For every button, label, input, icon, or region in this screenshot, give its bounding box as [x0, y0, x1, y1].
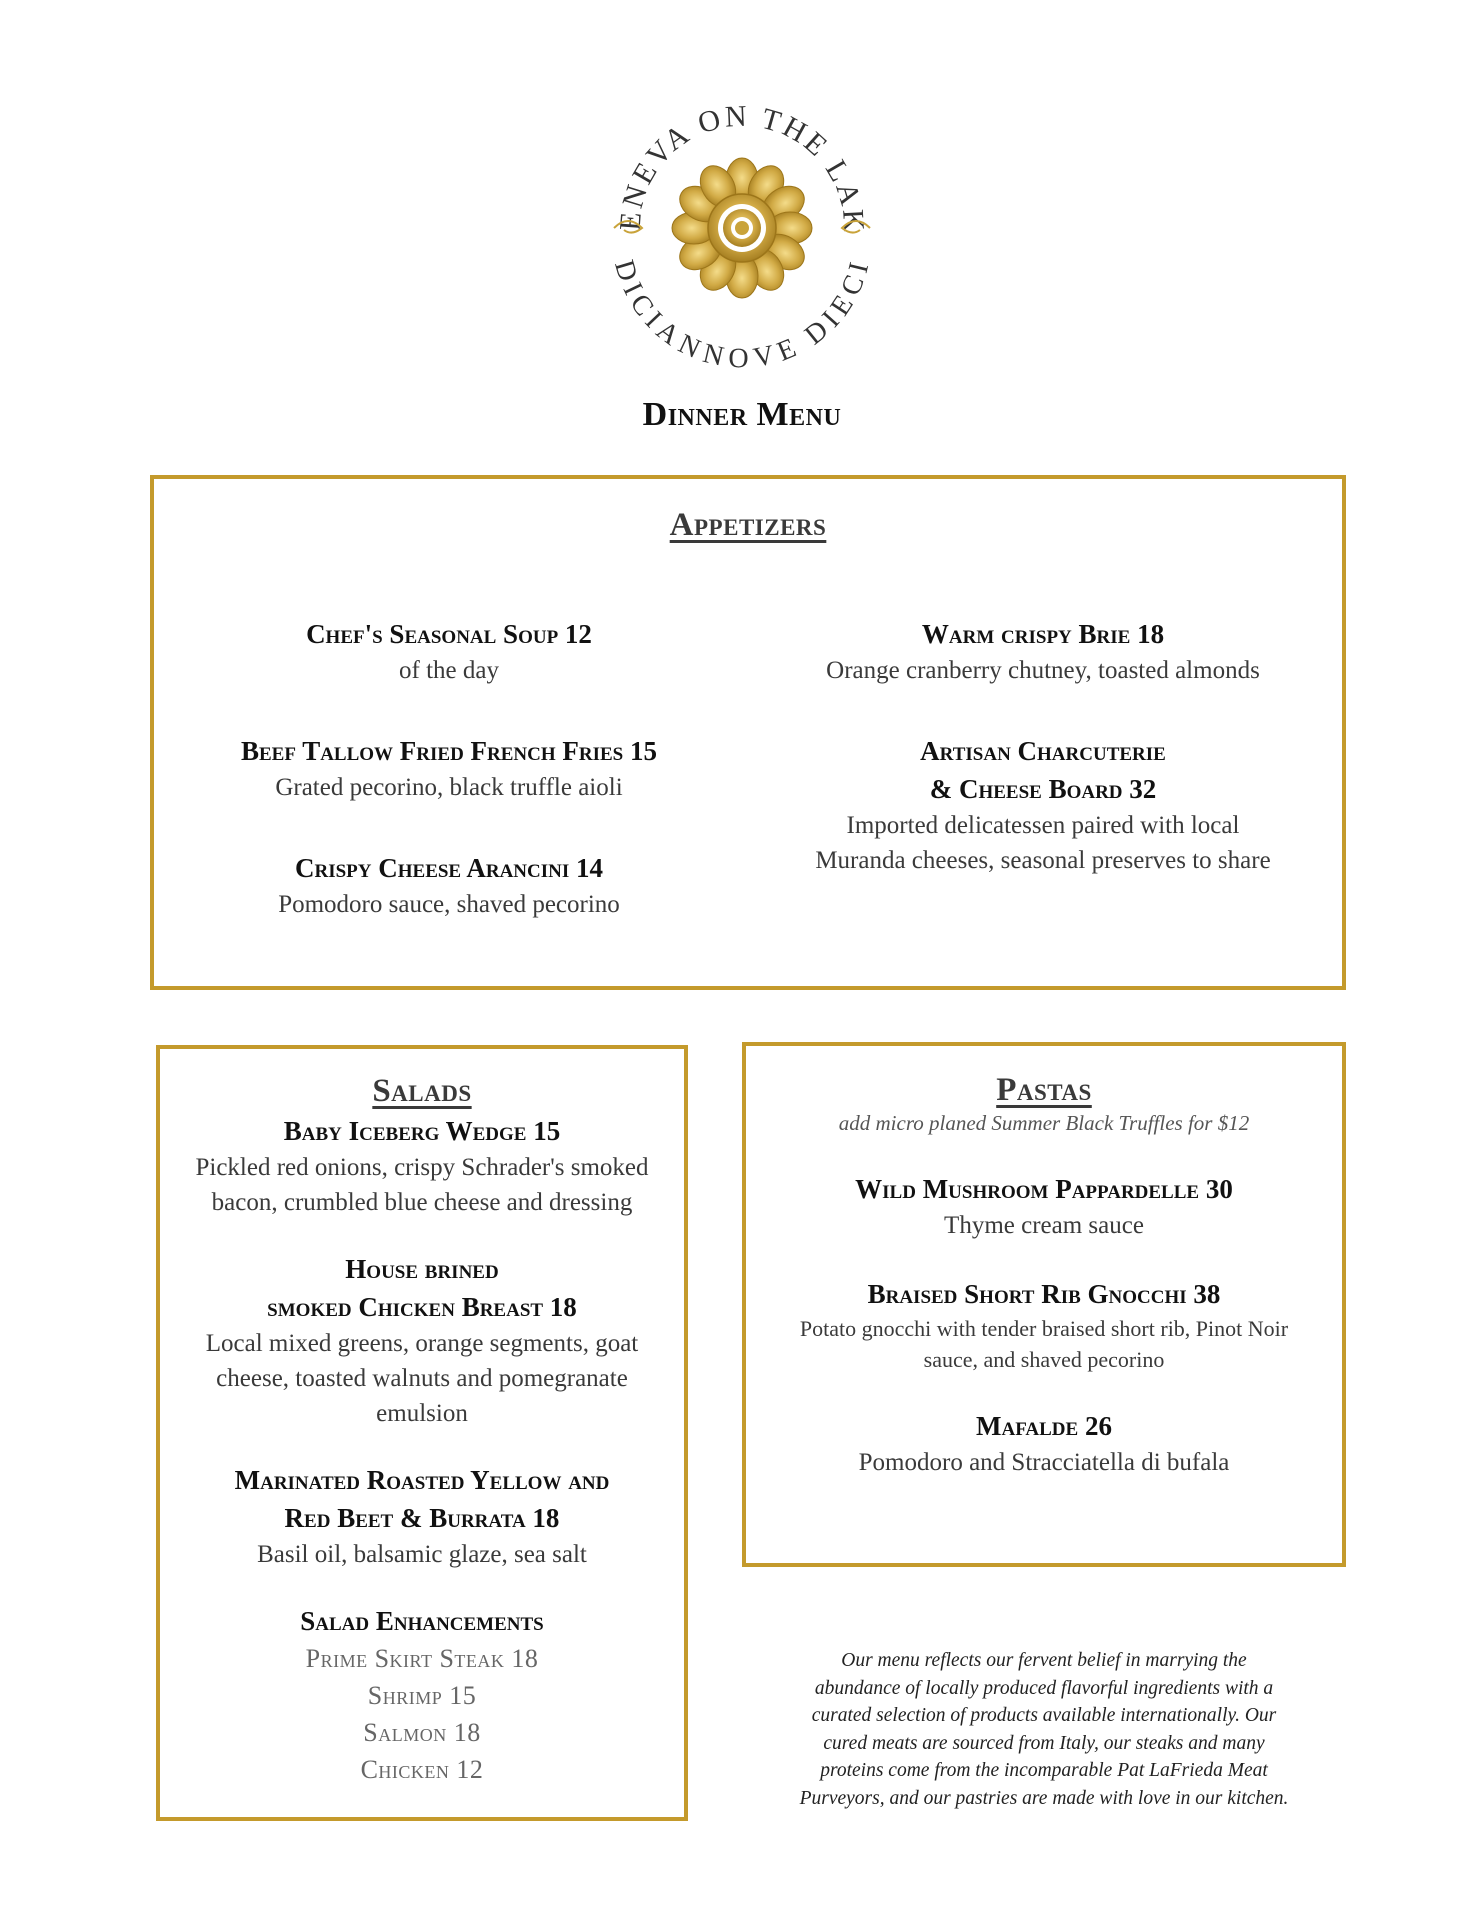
- item-desc: Pomodoro and Stracciatella di bufala: [858, 1449, 1230, 1476]
- page-title: Dinner Menu: [642, 396, 842, 433]
- item-desc: bacon, crumbled blue cheese and dressing: [211, 1189, 633, 1216]
- pastas-title: Pastas: [996, 1072, 1092, 1108]
- menu-item: [154, 849, 744, 922]
- about-line: Our menu reflects our fervent belief in marrying the: [841, 1650, 1247, 1671]
- salads-section: [156, 1045, 688, 1821]
- menu-item: [744, 615, 1342, 688]
- about-line: curated selection of products available internationally. Our: [811, 1705, 1277, 1726]
- item-desc: Basil oil, balsamic glaze, sea salt: [257, 1541, 587, 1568]
- enhancements-title: Salad Enhancements: [300, 1606, 544, 1636]
- pastas-list: [746, 1072, 1342, 1480]
- enhancement-item: Prime Skirt Steak 18: [305, 1644, 539, 1673]
- item-name: Crispy Cheese Arancini 14: [294, 853, 604, 883]
- item-name: House brined: [345, 1254, 499, 1284]
- salads-list: [160, 1073, 684, 1788]
- menu-item: [154, 732, 744, 805]
- enhancement-item: Shrimp 15: [367, 1681, 477, 1710]
- menu-item: [160, 1250, 684, 1431]
- about-line: cured meats are sourced from Italy, our steaks and many: [823, 1732, 1265, 1754]
- item-desc: sauce, and shaved pecorino: [923, 1347, 1165, 1372]
- menu-item: [746, 1407, 1342, 1480]
- logo-top-text: ENEVA ON THE LAK: [613, 99, 871, 235]
- menu-item: [746, 1275, 1342, 1375]
- item-desc: Thyme cream sauce: [944, 1212, 1144, 1239]
- item-name: Warm crispy Brie 18: [921, 619, 1165, 649]
- pastas-note: add micro planed Summer Black Truffles for $12: [838, 1111, 1250, 1135]
- appetizers-left-column: [154, 615, 744, 922]
- item-name: Braised Short Rib Gnocchi 38: [867, 1279, 1221, 1309]
- item-name: smoked Chicken Breast 18: [267, 1292, 577, 1322]
- appetizers-title: Appetizers: [669, 507, 827, 543]
- appetizers-section: [150, 475, 1346, 990]
- salads-title: Salads: [372, 1073, 472, 1109]
- item-name: Red Beet & Burrata 18: [284, 1503, 560, 1533]
- enhancement-item: Salmon 18: [363, 1718, 481, 1747]
- item-desc: Grated pecorino, black truffle aioli: [275, 774, 623, 801]
- salad-enhancements: [160, 1602, 684, 1788]
- menu-item: [160, 1461, 684, 1572]
- item-desc: Orange cranberry chutney, toasted almonds: [826, 657, 1260, 684]
- about-statement: [742, 1647, 1346, 1812]
- item-desc: Muranda cheeses, seasonal preserves to share: [815, 847, 1271, 874]
- item-desc: Local mixed greens, orange segments, goat: [205, 1330, 639, 1357]
- item-desc: cheese, toasted walnuts and pomegranate: [216, 1365, 628, 1392]
- item-name: Beef Tallow Fried French Fries 15: [240, 736, 658, 766]
- menu-item: [744, 732, 1342, 878]
- logo: [602, 88, 882, 368]
- about-line: abundance of locally produced flavorful ingredients with a: [814, 1677, 1274, 1699]
- item-name: Chef's Seasonal Soup 12: [306, 619, 592, 649]
- menu-item: [160, 1112, 684, 1220]
- item-name: Wild Mushroom Pappardelle 30: [855, 1174, 1233, 1204]
- item-name: Baby Iceberg Wedge 15: [283, 1116, 561, 1146]
- item-desc: emulsion: [376, 1400, 468, 1427]
- item-name: Artisan Charcuterie: [920, 736, 1166, 766]
- item-desc: Pickled red onions, crispy Schrader's smoked: [195, 1154, 649, 1181]
- item-name: & Cheese Board 32: [929, 774, 1157, 804]
- logo-emblem: [602, 88, 882, 368]
- item-desc: of the day: [399, 657, 499, 684]
- item-desc: Pomodoro sauce, shaved pecorino: [278, 891, 620, 918]
- menu-item: [746, 1170, 1342, 1243]
- item-desc: Imported delicatessen paired with local: [846, 812, 1240, 839]
- appetizers-right-column: [744, 615, 1342, 878]
- item-name: Mafalde 26: [976, 1411, 1112, 1441]
- pastas-section: [742, 1042, 1346, 1567]
- menu-item: [154, 615, 744, 688]
- logo-bottom-text: DICIANNOVE DIECI: [608, 256, 876, 368]
- enhancement-item: Chicken 12: [360, 1755, 484, 1784]
- item-name: Marinated Roasted Yellow and: [234, 1465, 610, 1495]
- about-line: proteins come from the incomparable Pat LaFrieda Meat: [820, 1760, 1268, 1781]
- item-desc: Potato gnocchi with tender braised short rib, Pinot Noir: [799, 1316, 1289, 1341]
- about-line: Purveyors, and our pastries are made with love in our kitchen.: [799, 1787, 1289, 1809]
